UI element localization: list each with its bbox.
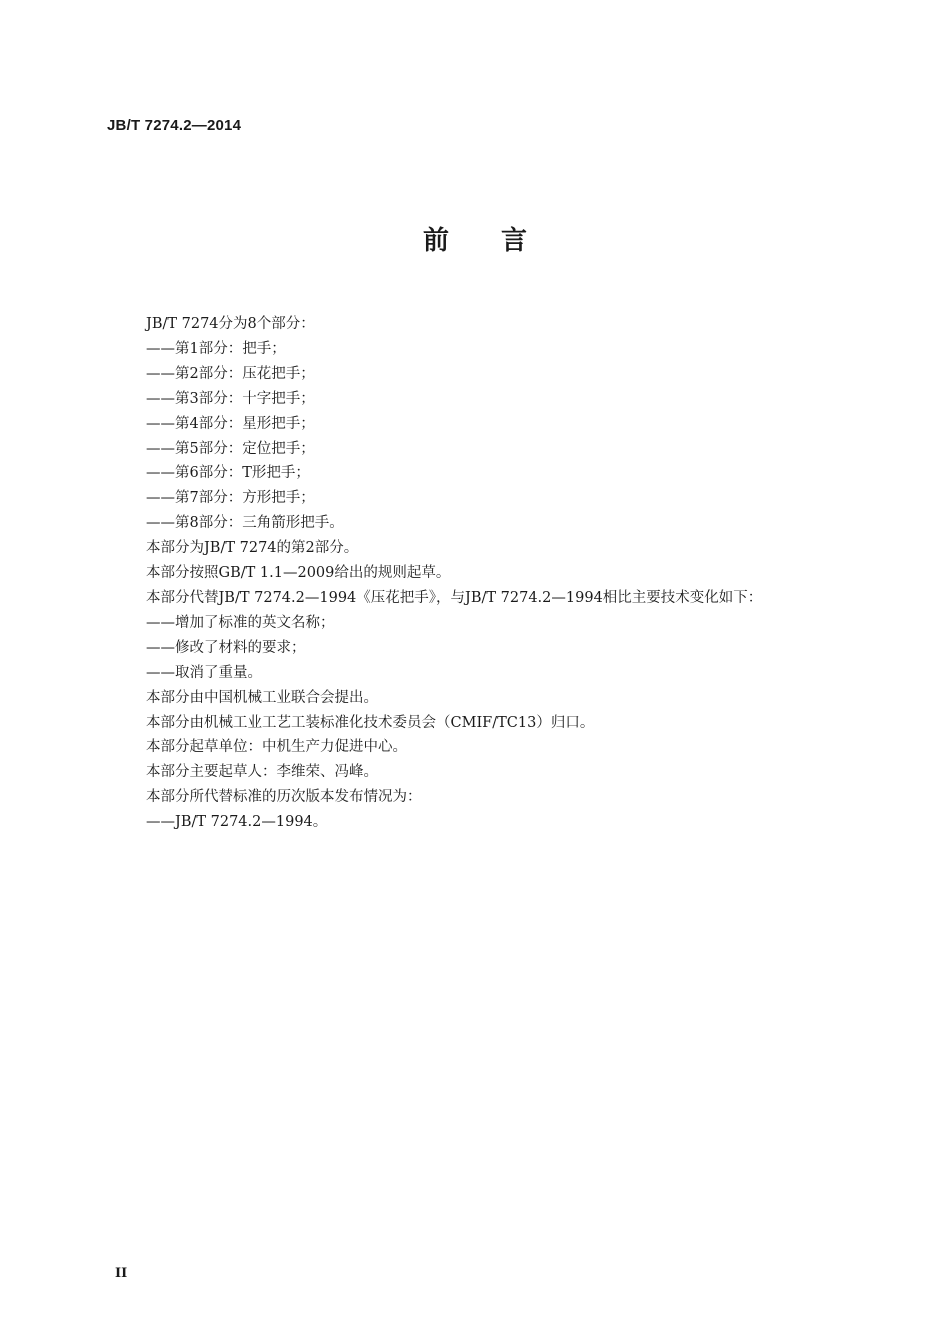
list-item: ——第4部分：星形把手；	[146, 415, 315, 432]
text-line: 本部分由中国机械工业联合会提出。	[146, 689, 378, 706]
foreword-body	[146, 312, 846, 835]
list-item: ——JB/T 7274.2—1994。	[146, 814, 328, 831]
text-line: 本部分所代替标准的历次版本发布情况为：	[146, 789, 422, 806]
text-line: 本部分主要起草人：李维荣、冯峰。	[146, 764, 378, 781]
text-line: JB/T 7274分为8个部分：	[146, 316, 315, 332]
document-code: JB/T 7274.2—2014	[107, 117, 242, 134]
list-item: ——第6部分：T形把手；	[146, 465, 310, 482]
list-item: ——第3部分：十字把手；	[146, 390, 315, 407]
section-title: 前言	[422, 226, 579, 256]
list-item: ——修改了材料的要求；	[146, 639, 306, 656]
text-line: 本部分按照GB/T 1.1—2009给出的规则起草。	[146, 565, 451, 582]
list-item: ——第8部分：三角箭形把手。	[146, 515, 344, 532]
text-line: 本部分为JB/T 7274的第2部分。	[146, 540, 359, 557]
page-number: II	[115, 1266, 128, 1281]
text-line: 本部分由机械工业工艺工装标准化技术委员会（CMIF/TC13）归口。	[146, 714, 595, 731]
list-item: ——第1部分：把手；	[146, 340, 286, 357]
list-item: ——增加了标准的英文名称；	[146, 614, 335, 631]
list-item: ——第2部分：压花把手；	[146, 365, 315, 382]
list-item: ——第5部分：定位把手；	[146, 440, 315, 457]
text-line: 本部分起草单位：中机生产力促进中心。	[146, 739, 407, 756]
list-item: ——取消了重量。	[146, 664, 262, 681]
text-line: 本部分代替JB/T 7274.2—1994《压花把手》，与JB/T 7274.2—1994相比主要技术变化如下：	[146, 589, 763, 606]
list-item: ——第7部分：方形把手；	[146, 490, 315, 507]
